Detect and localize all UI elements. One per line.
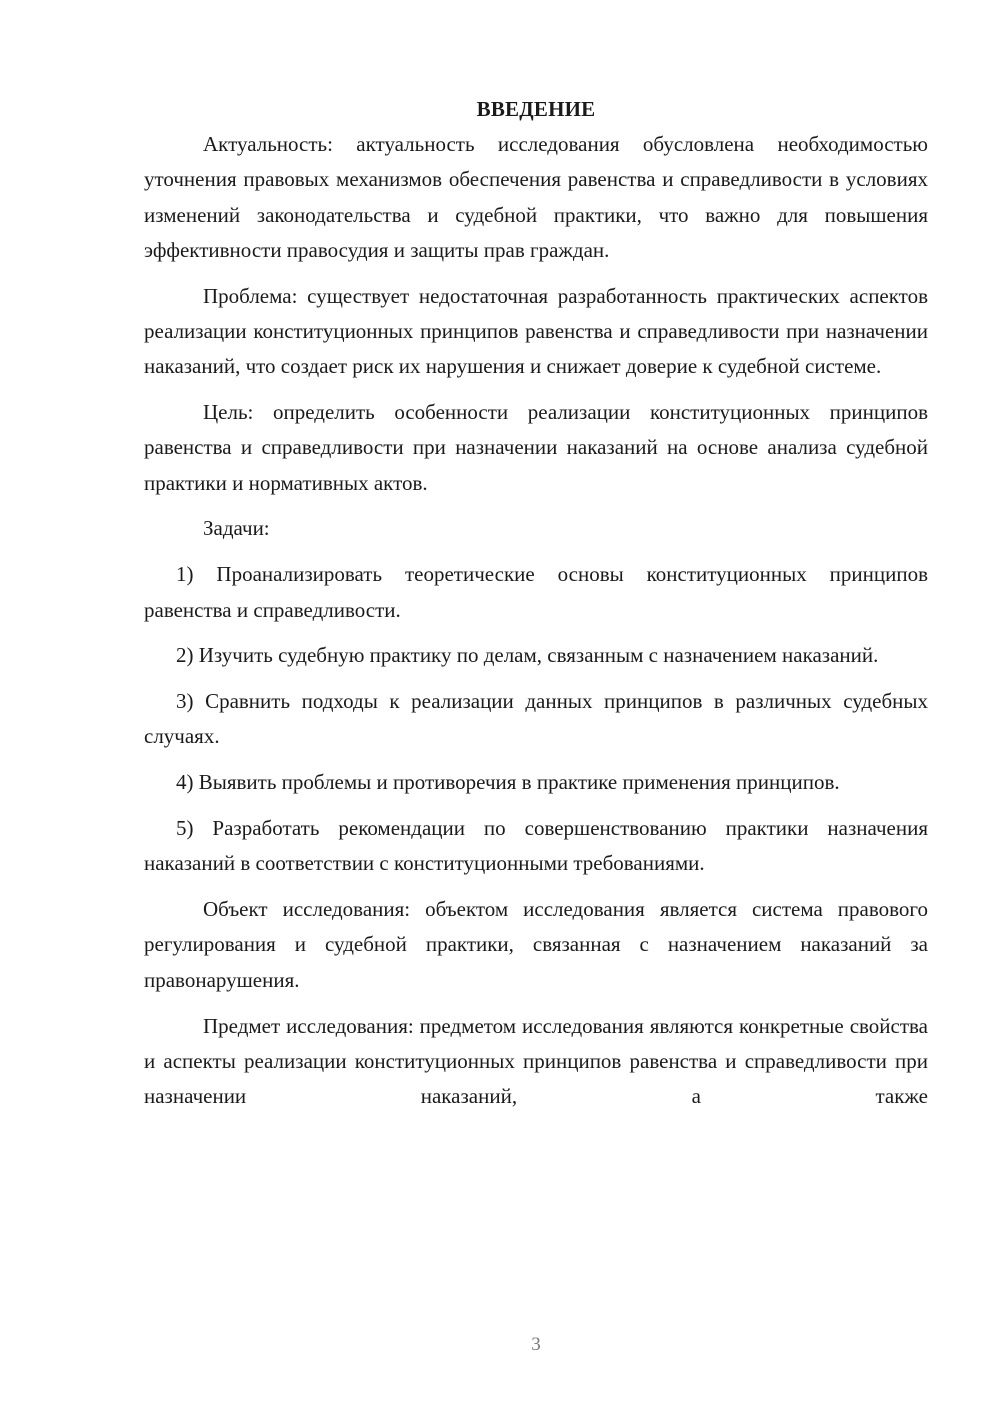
task-item-4: 4) Выявить проблемы и противоречия в практике применения принципов. bbox=[176, 770, 840, 795]
paragraph-subject: Предмет исследования: предметом исследования являются конкретные свойства и аспекты реализации конституционных принципов равенства и справедливости при назначении наказаний, а также bbox=[144, 1013, 928, 1109]
paragraph-problem: Проблема: существует недостаточная разработанность практических аспектов реализации конституционных принципов равенства и справедливости при назначении наказаний, что создает риск их нарушения и снижает доверие к судебной системе. bbox=[144, 283, 928, 379]
task-item-1: 1) Проанализировать теоретические основы конституционных принципов равенства и справедливости. bbox=[144, 562, 928, 622]
task-item-3: 3) Сравнить подходы к реализации данных принципов в различных судебных случаях. bbox=[144, 689, 928, 749]
document-page bbox=[144, 92, 928, 1125]
section-title: ВВЕДЕНИЕ bbox=[476, 97, 596, 121]
paragraph-object: Объект исследования: объектом исследования является система правового регулирования и судебной практики, связанная с назначением наказаний за правонарушения. bbox=[144, 897, 928, 992]
paragraph-goal: Цель: определить особенности реализации конституционных принципов равенства и справедливости при назначении наказаний на основе анализа судебной практики и нормативных актов. bbox=[144, 400, 928, 495]
page-number: 3 bbox=[531, 1334, 541, 1355]
task-item-5: 5) Разработать рекомендации по совершенствованию практики назначения наказаний в соответствии с конституционными требованиями. bbox=[144, 816, 928, 876]
paragraph-tasks-heading: Задачи: bbox=[203, 516, 270, 541]
task-item-2: 2) Изучить судебную практику по делам, связанным с назначением наказаний. bbox=[176, 643, 879, 668]
paragraph-relevance: Актуальность: актуальность исследования обусловлена необходимостью уточнения правовых механизмов обеспечения равенства и справедливости в условиях изменений законодательства и судебной практики, что важно для повышения эффективности правосудия и защиты прав граждан. bbox=[144, 132, 928, 262]
